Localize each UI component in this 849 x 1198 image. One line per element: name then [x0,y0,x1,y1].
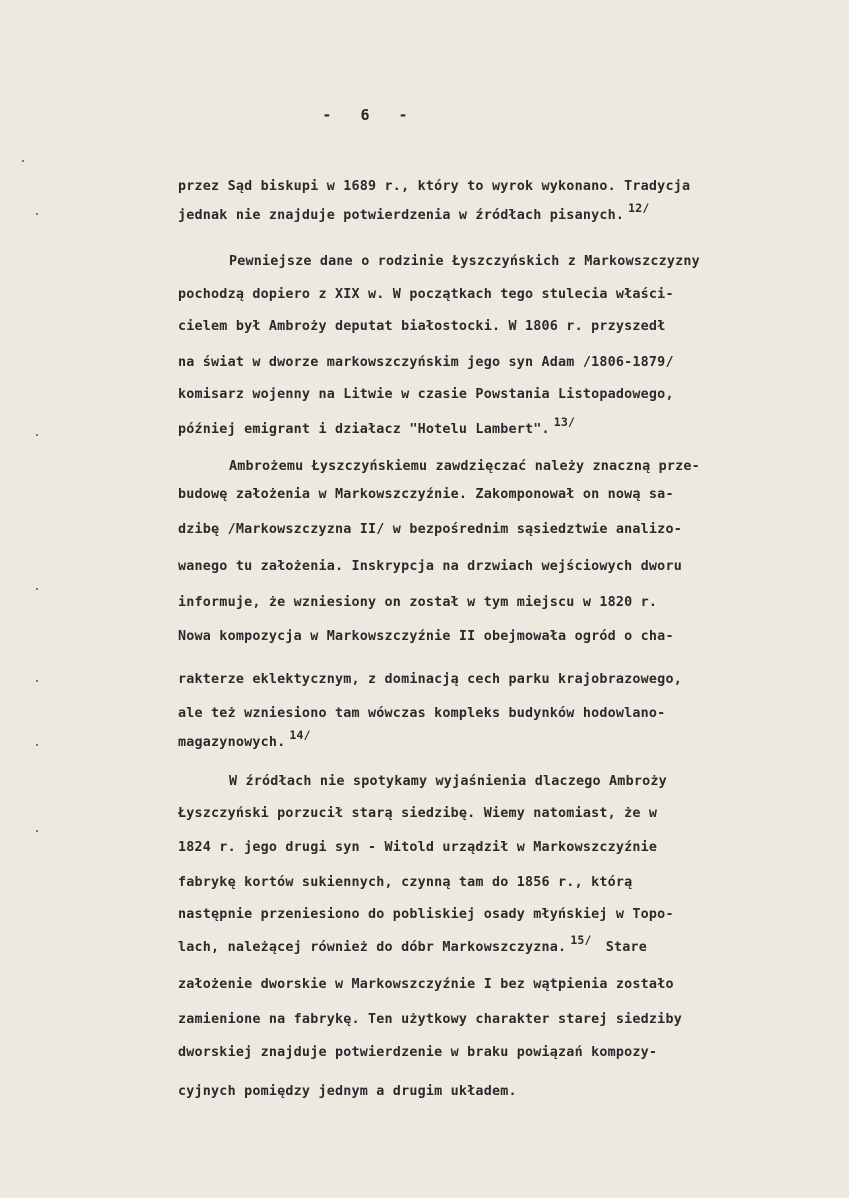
text-line [178,558,682,576]
margin-mark [36,680,38,682]
text-line [178,874,632,892]
text-line [178,178,690,196]
text-line [178,805,657,823]
margin-mark [36,588,38,590]
line-text: Łyszczyński porzucił starą siedzibę. Wiemy natomiast, że w [178,806,658,821]
footnote-ref: 13/ [553,415,576,429]
line-text: Pewniejsze dane o rodzinie Łyszczyńskich z Markowszczyzny [229,254,700,269]
text-line [178,1044,657,1062]
line-text: W źródłach nie spotykamy wyjaśnienia dlaczego Ambroży [229,774,667,789]
line-text-after: Stare [605,940,647,955]
line-text: na świat w dworze markowszczyńskim jego syn Adam /1806-1879/ [178,355,674,370]
margin-mark [36,434,38,436]
text-line [178,839,657,857]
line-text: przez Sąd biskupi w 1689 r., który to wyrok wykonano. Tradycja [178,179,691,194]
text-line [178,933,647,957]
line-text: jednak nie znajduje potwierdzenia w źródłach pisanych. [178,208,625,223]
line-text: zamienione na fabrykę. Ten użytkowy charakter starej siedziby [178,1012,682,1027]
line-text: założenie dworskie w Markowszczyźnie I bez wątpienia zostało [178,977,674,992]
line-text: wanego tu założenia. Inskrypcja na drzwiach wejściowych dworu [178,559,682,574]
line-text: Nowa kompozycja w Markowszczyźnie II obejmowała ogród o cha- [178,629,674,644]
line-text: pochodzą dopiero z XIX w. W początkach tego stulecia właści- [178,287,674,302]
margin-mark [36,830,38,832]
text-line [178,705,665,723]
line-text: dzibę /Markowszczyzna II/ w bezpośrednim sąsiedztwie analizo- [178,522,682,537]
line-text: 1824 r. jego drugi syn - Witold urządził w Markowszczyźnie [178,840,658,855]
text-line [178,486,674,504]
footnote-ref: 15/ [570,933,592,947]
line-text: dworskiej znajduje potwierdzenie w braku powiązań kompozy- [178,1045,658,1060]
line-text: cyjnych pomiędzy jednym a drugim układem. [178,1084,517,1099]
margin-mark [36,213,38,215]
line-text: lach, należącej również do dóbr Markowszczyzna. [178,940,567,955]
line-text: magazynowych. [178,735,286,750]
text-line [178,286,674,304]
text-line [229,773,667,791]
line-text: później emigrant i działacz "Hotelu Lambert". [178,422,550,437]
text-line [229,253,700,271]
line-text: rakterze eklektycznym, z dominacją cech parku krajobrazowego, [178,672,682,687]
margin-mark [22,160,24,162]
text-line [178,628,674,646]
margin-mark [36,744,38,746]
line-text: następnie przeniesiono do pobliskiej osady młyńskiej w Topo- [178,907,674,922]
line-text: budowę założenia w Markowszczyźnie. Zakomponował on nową sa- [178,487,674,502]
text-line [178,354,674,372]
text-line [178,415,576,439]
page-number: - 6 - [322,106,418,124]
line-text: Ambrożemu Łyszczyńskiemu zawdzięczać należy znaczną prze- [229,459,700,474]
line-text: fabrykę kortów sukiennych, czynną tam do 1856 r., którą [178,875,633,890]
text-line [229,458,700,476]
text-line [178,906,674,924]
text-line [178,201,650,225]
text-line [178,386,674,404]
text-line [178,671,682,689]
line-text: komisarz wojenny na Litwie w czasie Powstania Listopadowego, [178,387,674,402]
line-text: cielem był Ambroży deputat białostocki. W 1806 r. przyszedł [178,319,666,334]
line-text: informuje, że wzniesiony on został w tym miejscu w 1820 r. [178,595,658,610]
footnote-ref: 12/ [628,201,650,215]
text-line [178,521,682,539]
footnote-ref: 14/ [289,728,311,742]
text-line [178,318,665,336]
text-line [178,976,674,994]
text-line [178,1083,517,1101]
text-line [178,728,311,752]
text-line [178,1011,682,1029]
line-text: ale też wzniesiono tam wówczas kompleks budynków hodowlano- [178,706,666,721]
text-line [178,594,657,612]
